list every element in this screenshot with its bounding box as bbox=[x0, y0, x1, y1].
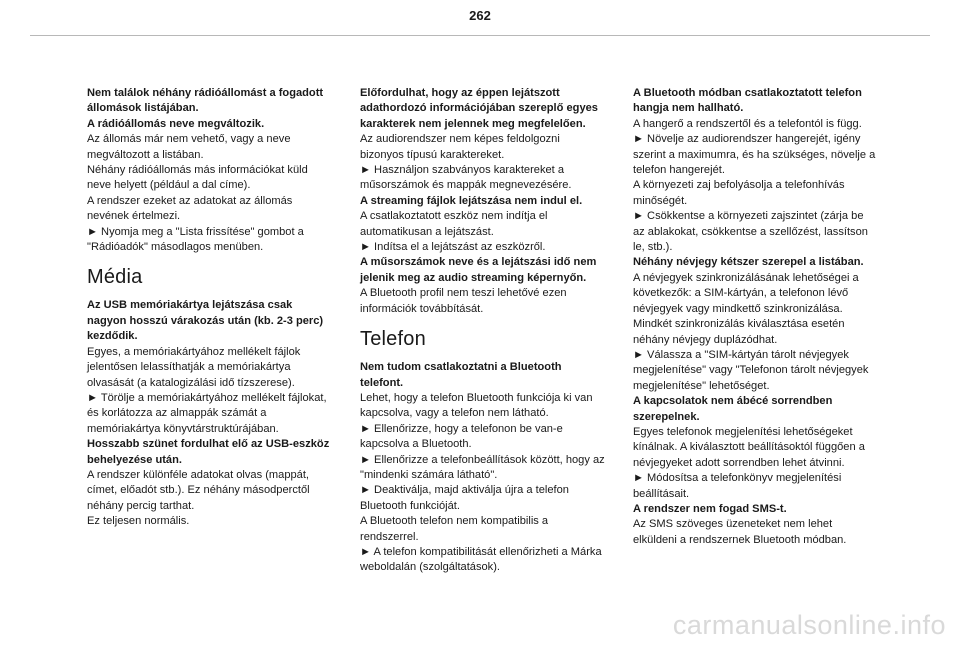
answer-text: A rendszer ezeket az adatokat az állomás nevének értelmezi. bbox=[87, 194, 293, 223]
question-text: A Bluetooth módban csatlakoztatott telefon hangja nem hallható. bbox=[633, 87, 862, 115]
answer-text: A Bluetooth telefon nem kompatibilis a rendszerrel. bbox=[360, 515, 549, 543]
answer-text: Az audiorendszer nem képes feldolgozni bizonyos típusú karaktereket. bbox=[360, 133, 560, 161]
answer-text: ► Deaktiválja, majd aktiválja újra a telefon Bluetooth funkcióját. bbox=[360, 484, 569, 512]
question-text: A rendszer nem fogad SMS-t. bbox=[633, 502, 787, 515]
answer-text: Az állomás már nem vehető, vagy a neve megváltozott a listában. bbox=[87, 133, 291, 161]
section-heading: Média bbox=[87, 266, 143, 289]
column-2 bbox=[360, 86, 605, 576]
header-divider bbox=[30, 35, 930, 36]
question-text: A streaming fájlok lejátszása nem indul el. bbox=[360, 194, 583, 207]
question-text: A műsorszámok neve és a lejátszási idő nem jelenik meg az audio streaming képernyőn. bbox=[360, 256, 597, 284]
answer-text: ► Növelje az audiorendszer hangerejét, igény szerint a maximumra, és ha szükséges, növelje a telefon hangerejét. bbox=[633, 133, 876, 177]
question-text: A rádióállomás neve megváltozik. bbox=[87, 117, 265, 130]
answer-text: ► Válassza a "SIM-kártyán tárolt névjegyek megjelenítése" vagy "Telefonon tárolt névjegyek megjelenítése" lehetőséget. bbox=[633, 348, 869, 392]
page-number: 262 bbox=[469, 8, 491, 23]
watermark[interactable]: carmanualsonline.info bbox=[672, 610, 946, 640]
answer-text: ► A telefon kompatibilitását ellenőrizheti a Márka weboldalán (szolgáltatások). bbox=[360, 545, 602, 574]
answer-text: Egyes, a memóriakártyához mellékelt fájlok jelentősen lelassíthatják a memóriakártya olvasását (a katalogizálási idő tízszerese). bbox=[87, 345, 301, 389]
question-text: Nem találok néhány rádióállomást a fogadott állomások listájában. bbox=[87, 87, 324, 115]
answer-text: ► Ellenőrizze a telefonbeállítások között, hogy az "mindenki számára látható". bbox=[360, 453, 605, 481]
column-1 bbox=[87, 86, 332, 530]
answer-text: A Bluetooth profil nem teszi lehetővé ezen információk továbbítását. bbox=[360, 287, 567, 315]
answer-text: A rendszer különféle adatokat olvas (mappát, címet, előadót stb.). Ez néhány másodperctől néhány percig tarthat. bbox=[87, 468, 310, 512]
answer-text: A névjegyek szinkronizálásának lehetőségei a következők: a SIM-kártyán, a telefonon lévő névjegyek vagy mindkettő szinkronizálása. Mindkét szinkronizálás kiválasztása esetén néhány névjegy duplázódhat. bbox=[633, 271, 859, 346]
answer-text: A környezeti zaj befolyásolja a telefonhívás minőségét. bbox=[633, 179, 845, 207]
section-heading: Telefon bbox=[360, 328, 426, 351]
answer-text: ► Indítsa el a lejátszást az eszközről. bbox=[360, 241, 546, 254]
answer-text: ► Módosítsa a telefonkönyv megjelenítési beállításait. bbox=[633, 472, 842, 500]
answer-text: ► Nyomja meg a "Lista frissítése" gombot a "Rádióadók" másodlagos menüben. bbox=[87, 225, 304, 254]
column-3 bbox=[633, 86, 878, 548]
answer-text: Néhány rádióállomás más információkat küld neve helyett (például a dal címe). bbox=[87, 164, 308, 192]
question-text: Néhány névjegy kétszer szerepel a listában. bbox=[633, 256, 864, 269]
question-text: Az USB memóriakártya lejátszása csak nagyon hosszú várakozás után (kb. 2-3 perc) kezdődik. bbox=[87, 299, 324, 343]
question-text: Előfordulhat, hogy az éppen lejátszott adathordozó információjában szereplő egyes karakterek nem jelennek meg megfelelően. bbox=[360, 87, 598, 130]
answer-text: ► Törölje a memóriakártyához mellékelt fájlokat, és korlátozza az almappák számát a memóriakártya könyvtárstruktúrájában. bbox=[87, 391, 327, 435]
answer-text: Egyes telefonok megjelenítési lehetőségeket kínálnak. A kiválasztott beállításoktól függően a névjegyeket adott sorrendben lehet átvinni. bbox=[633, 425, 865, 469]
answer-text: A csatlakoztatott eszköz nem indítja el automatikusan a lejátszást. bbox=[360, 210, 548, 238]
answer-text: ► Ellenőrizze, hogy a telefonon be van-e kapcsolva a Bluetooth. bbox=[360, 422, 563, 451]
question-text: A kapcsolatok nem ábécé sorrendben szerepelnek. bbox=[633, 395, 833, 423]
answer-text: A hangerő a rendszertől és a telefontól is függ. bbox=[633, 117, 862, 130]
answer-text: ► Használjon szabványos karaktereket a műsorszámok és mappák megnevezésére. bbox=[360, 164, 572, 192]
question-text: Hosszabb szünet fordulhat elő az USB-eszköz behelyezése után. bbox=[87, 438, 330, 466]
answer-text: Az SMS szöveges üzeneteket nem lehet elküldeni a rendszernek Bluetooth módban. bbox=[633, 518, 847, 546]
answer-text: Lehet, hogy a telefon Bluetooth funkciója ki van kapcsolva, vagy a telefon nem látható. bbox=[360, 391, 593, 420]
question-text: Nem tudom csatlakoztatni a Bluetooth telefont. bbox=[360, 361, 562, 389]
answer-text: ► Csökkentse a környezeti zajszintet (zárja be az ablakokat, csökkentse a szellőzést, lassítson le, stb.). bbox=[633, 210, 868, 254]
answer-text: Ez teljesen normális. bbox=[87, 515, 190, 528]
